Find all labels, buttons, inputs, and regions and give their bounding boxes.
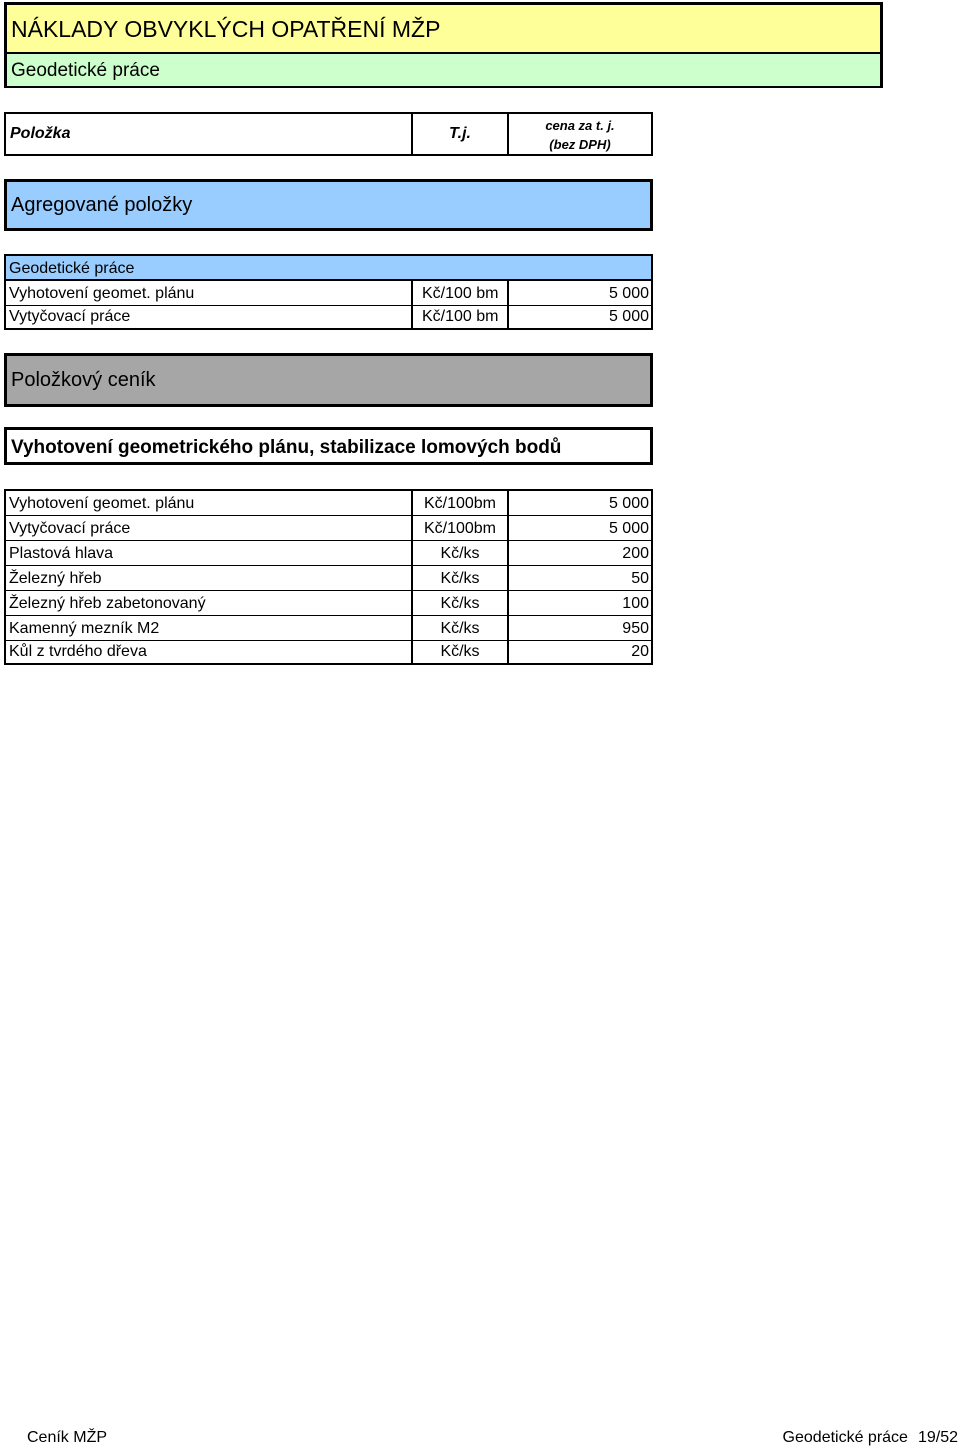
row-price: 5 000	[608, 285, 649, 302]
table-row	[6, 516, 651, 541]
row-name: Kamenný mezník M2	[6, 616, 413, 640]
table-row	[6, 491, 651, 516]
row-price: 5 000	[608, 308, 649, 325]
table-row	[6, 616, 651, 641]
column-header	[4, 112, 653, 156]
row-unit: Kč/100bm	[413, 491, 509, 515]
row-price: 100	[622, 595, 649, 612]
row-name: Železný hřeb zabetonovaný	[6, 591, 413, 615]
header-item: Položka	[6, 114, 413, 154]
row-name: Kůl z tvrdého dřeva	[6, 641, 413, 663]
row-price: 50	[631, 570, 649, 587]
table-row	[6, 641, 651, 663]
aggregated-heading: Agregované položky	[4, 179, 653, 231]
table-row	[6, 591, 651, 616]
row-unit: Kč/100 bm	[413, 306, 509, 328]
table-row	[6, 281, 651, 306]
header-price-line2: (bez DPH)	[549, 137, 611, 152]
row-unit: Kč/100bm	[413, 516, 509, 540]
row-name: Vytyčovací práce	[6, 306, 413, 328]
header-price-line1: cena za t. j.	[545, 118, 615, 133]
table-row	[6, 306, 651, 328]
document-subtitle: Geodetické práce	[7, 54, 880, 86]
itemized-subheading: Vyhotovení geometrického plánu, stabilizace lomových bodů	[4, 427, 653, 465]
row-name: Plastová hlava	[6, 541, 413, 565]
footer-page: 19/52	[917, 1429, 958, 1446]
row-price: 5 000	[608, 520, 649, 537]
aggregated-table	[4, 254, 653, 330]
row-name: Vytyčovací práce	[6, 516, 413, 540]
row-unit: Kč/ks	[413, 616, 509, 640]
aggregated-group: Geodetické práce	[6, 256, 651, 281]
row-price: 20	[631, 643, 649, 660]
row-unit: Kč/100 bm	[413, 281, 509, 305]
title-block	[4, 2, 883, 88]
row-price: 200	[622, 545, 649, 562]
row-unit: Kč/ks	[413, 566, 509, 590]
row-name: Železný hřeb	[6, 566, 413, 590]
table-row	[6, 541, 651, 566]
row-name: Vyhotovení geomet. plánu	[6, 281, 413, 305]
footer-right	[783, 1428, 958, 1448]
document-title: NÁKLADY OBVYKLÝCH OPATŘENÍ MŽP	[7, 5, 880, 54]
row-name: Vyhotovení geomet. plánu	[6, 491, 413, 515]
row-unit: Kč/ks	[413, 591, 509, 615]
itemized-heading: Položkový ceník	[4, 353, 653, 407]
footer-left: Ceník MŽP	[27, 1429, 108, 1446]
row-price: 5 000	[608, 495, 649, 512]
header-price	[509, 114, 651, 154]
itemized-table	[4, 489, 653, 665]
header-unit: T.j.	[413, 114, 509, 154]
table-row	[6, 566, 651, 591]
row-unit: Kč/ks	[413, 641, 509, 663]
row-unit: Kč/ks	[413, 541, 509, 565]
footer-section: Geodetické práce	[782, 1429, 908, 1446]
row-price: 950	[622, 620, 649, 637]
